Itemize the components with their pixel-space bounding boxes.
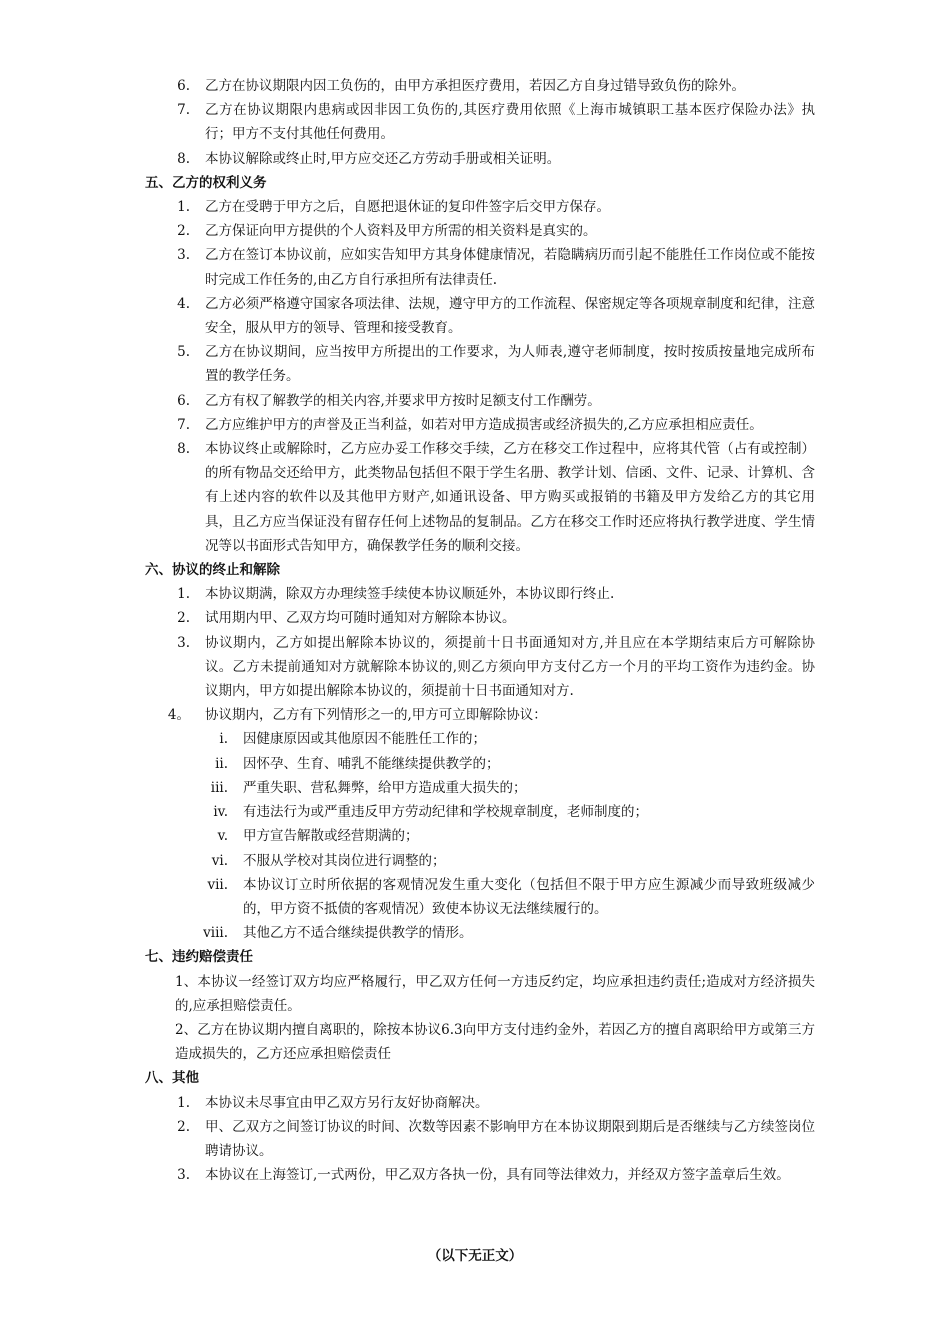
clause-number: 4。 bbox=[167, 707, 190, 724]
clause-text: 试用期内甲、乙双方均可随时通知对方解除本协议。 bbox=[205, 610, 516, 627]
clause-text: 甲方宣告解散或经营期满的； bbox=[243, 828, 419, 845]
numbered-clause bbox=[145, 1163, 815, 1187]
clause-number: 2. bbox=[177, 610, 190, 627]
clause-text: 甲、乙双方之间签订协议的时间、次数等因素不影响甲方在本协议期限到期后是否继续与乙方续签岗位聘请协议。 bbox=[205, 1118, 815, 1159]
clause-number: 7. bbox=[177, 416, 190, 433]
sub-clause bbox=[145, 776, 815, 800]
clause-text: 因怀孕、生育、哺乳不能继续提供教学的； bbox=[243, 755, 500, 772]
numbered-clause bbox=[145, 703, 815, 727]
numbered-clause bbox=[145, 98, 815, 146]
end-of-document-note: （以下无正文） bbox=[427, 1248, 523, 1264]
clause-number: 2. bbox=[177, 1118, 190, 1135]
numbered-clause bbox=[145, 292, 815, 340]
clause-number: iv. bbox=[213, 804, 228, 821]
numbered-clause bbox=[145, 219, 815, 243]
clause-text: 乙方在协议期限内因工负伤的，由甲方承担医疗费用，若因乙方自身过错导致负伤的除外。 bbox=[205, 78, 745, 94]
clause-number: ii. bbox=[215, 755, 228, 772]
clause-text: 本协议解除或终止时,甲方应交还乙方劳动手册或相关证明。 bbox=[205, 150, 561, 167]
numbered-clause bbox=[145, 606, 815, 630]
clause-number: 1. bbox=[177, 1094, 190, 1111]
clause-text: 乙方有权了解教学的相关内容,并要求甲方按时足额支付工作酬劳。 bbox=[205, 392, 601, 409]
section-heading: 六、协议的终止和解除 bbox=[145, 562, 280, 579]
clause-text: 本协议终止或解除时，乙方应办妥工作移交手续，乙方在移交工作过程中，应将其代管（占有或控制）的所有物品交还给甲方，此类物品包括但不限于学生名册、教学计划、信函、文件、记录、计算机、含有上述内容的软件以及其他甲方财产,如通讯设备、甲方购买或报销的书籍及甲方发给乙方的其它用具，且乙方应当保证没有留存任何上述物品的复制品。乙方在移交工作时还应将执行教学进度、学生情况等以书面形式告知甲方，确保教学任务的顺利交接。 bbox=[205, 441, 815, 554]
clause-number: v. bbox=[217, 828, 228, 845]
clause-number: 4. bbox=[177, 295, 190, 312]
clause-text: 乙方应维护甲方的声誉及正当利益，如若对甲方造成损害或经济损失的,乙方应承担相应责任。 bbox=[205, 416, 763, 433]
section-heading: 八、其他 bbox=[145, 1070, 199, 1087]
clause-number: 1. bbox=[177, 199, 190, 216]
numbered-clause bbox=[145, 1091, 815, 1115]
clause-text: 本协议期满，除双方办理续签手续使本协议顺延外，本协议即行终止. bbox=[205, 586, 615, 603]
clause-number: 6. bbox=[177, 78, 190, 94]
section-heading: 七、违约赔偿责任 bbox=[145, 949, 253, 966]
sub-clause bbox=[145, 800, 815, 824]
clause-number: 2. bbox=[177, 223, 190, 240]
clause-number: 8. bbox=[177, 150, 190, 167]
numbered-clause bbox=[145, 147, 815, 171]
clause-number: vi. bbox=[211, 852, 228, 869]
numbered-clause bbox=[145, 389, 815, 413]
clause-number: 1. bbox=[177, 586, 190, 603]
clause-paragraph: 1、本协议一经签订双方均应严格履行，甲乙双方任何一方违反约定，均应承担违约责任;造成对方经济损失的,应承担赔偿责任。 bbox=[175, 973, 815, 1014]
numbered-clause bbox=[145, 1115, 815, 1163]
numbered-clause bbox=[145, 243, 815, 291]
numbered-clause bbox=[145, 437, 815, 558]
clause-text: 本协议在上海签订,一式两份，甲乙双方各执一份，具有同等法律效力，并经双方签字盖章后生效。 bbox=[205, 1167, 790, 1184]
clause-number: 8. bbox=[177, 441, 190, 458]
clause-text: 不服从学校对其岗位进行调整的； bbox=[243, 852, 446, 869]
clause-text: 协议期内，乙方如提出解除本协议的，须提前十日书面通知对方,并且应在本学期结束后方可解除协议。乙方未提前通知对方就解除本协议的,则乙方须向甲方支付乙方一个月的平均工资作为违约金。协议期内，甲方如提出解除本协议的，须提前十日书面通知对方. bbox=[205, 634, 815, 700]
clause-text: 严重失职、营私舞弊，给甲方造成重大损失的； bbox=[243, 779, 527, 796]
sub-clause bbox=[145, 727, 815, 751]
clause-text: 乙方在受聘于甲方之后，自愿把退休证的复印件签字后交甲方保存。 bbox=[205, 199, 610, 216]
clause-number: 3. bbox=[177, 247, 190, 264]
clause-text: 因健康原因或其他原因不能胜任工作的； bbox=[243, 731, 486, 748]
section-heading: 五、乙方的权利义务 bbox=[145, 174, 267, 191]
clause-number: 3. bbox=[177, 1167, 190, 1184]
sub-clause bbox=[145, 921, 815, 945]
clause-number: 3. bbox=[177, 634, 190, 651]
numbered-clause bbox=[145, 631, 815, 704]
clause-text: 乙方在协议期间，应当按甲方所提出的工作要求，为人师表,遵守老师制度，按时按质按量地完成所布置的教学任务。 bbox=[205, 344, 815, 385]
numbered-clause bbox=[145, 340, 815, 388]
numbered-clause bbox=[145, 195, 815, 219]
clause-text: 本协议未尽事宜由甲乙双方另行友好协商解决。 bbox=[205, 1094, 489, 1111]
clause-text: 本协议订立时所依据的客观情况发生重大变化（包括但不限于甲方应生源减少而导致班级减少的，甲方资不抵债的客观情况）致使本协议无法继续履行的。 bbox=[243, 876, 815, 917]
clause-number: 7. bbox=[177, 102, 190, 119]
clause-paragraph: 2、乙方在协议期内擅自离职的，除按本协议6.3向甲方支付违约金外，若因乙方的擅自离职给甲方或第三方造成损失的，乙方还应承担赔偿责任 bbox=[175, 1021, 815, 1063]
clause-number: i. bbox=[219, 731, 228, 748]
agreement-body bbox=[145, 74, 815, 1187]
clause-text: 其他乙方不适合继续提供教学的情形。 bbox=[243, 925, 473, 942]
clause-number: 6. bbox=[177, 392, 190, 409]
clause-text: 乙方必须严格遵守国家各项法律、法规，遵守甲方的工作流程、保密规定等各项规章制度和纪律，注意安全，服从甲方的领导、管理和接受教育。 bbox=[205, 295, 815, 337]
clause-text: 乙方在协议期限内患病或因非因工负伤的,其医疗费用依照《上海市城镇职工基本医疗保险办法》执行；甲方不支付其他任何费用。 bbox=[205, 102, 815, 143]
sub-clause bbox=[145, 824, 815, 848]
clause-text: 有违法行为或严重违反甲方劳动纪律和学校规章制度，老师制度的； bbox=[243, 804, 648, 821]
numbered-clause bbox=[145, 74, 815, 98]
clause-number: iii. bbox=[210, 779, 228, 796]
clause-text: 乙方保证向甲方提供的个人资料及甲方所需的相关资料是真实的。 bbox=[205, 223, 597, 240]
clause-number: vii. bbox=[207, 876, 228, 893]
clause-number: viii. bbox=[203, 925, 228, 942]
clause-text: 乙方在签订本协议前，应如实告知甲方其身体健康情况，若隐瞒病历而引起不能胜任工作岗位或不能按时完成工作任务的,由乙方自行承担所有法律责任. bbox=[205, 247, 815, 288]
sub-clause bbox=[145, 873, 815, 921]
numbered-clause bbox=[145, 413, 815, 437]
clause-number: 5. bbox=[177, 344, 190, 361]
sub-clause bbox=[145, 849, 815, 873]
clause-text: 协议期内，乙方有下列情形之一的,甲方可立即解除协议： bbox=[205, 707, 547, 724]
numbered-clause bbox=[145, 582, 815, 606]
sub-clause bbox=[145, 752, 815, 776]
